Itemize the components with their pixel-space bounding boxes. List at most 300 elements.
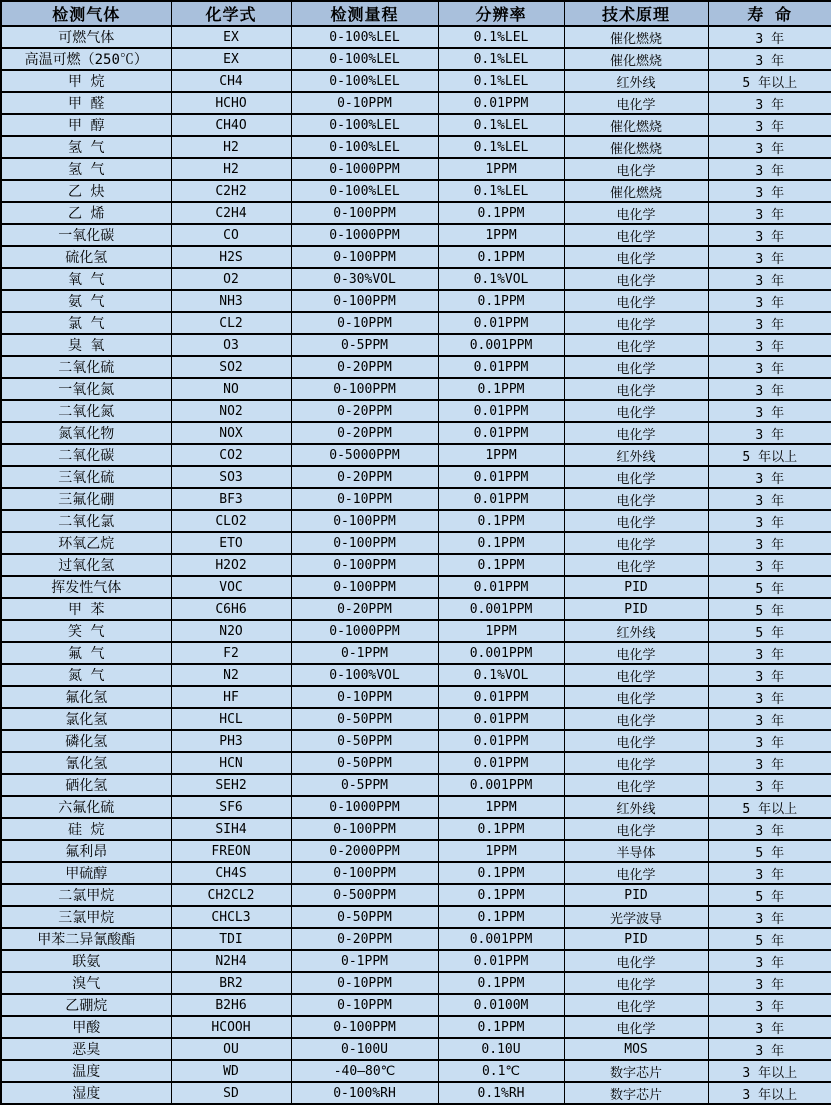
cell-chemical-formula: WD (171, 1060, 291, 1082)
cell-chemical-formula: H2 (171, 158, 291, 180)
cell-technology: PID (564, 576, 708, 598)
table-row (1, 818, 831, 840)
cell-resolution: 0.1%VOL (438, 664, 564, 686)
cell-chemical-formula: TDI (171, 928, 291, 950)
cell-chemical-formula: SIH4 (171, 818, 291, 840)
column-header-lifespan: 寿 命 (708, 1, 831, 26)
table-row (1, 488, 831, 510)
cell-resolution: 1PPM (438, 158, 564, 180)
cell-gas-name: 氢 气 (1, 136, 171, 158)
cell-lifespan: 3 年 (708, 224, 831, 246)
table-row (1, 26, 831, 48)
cell-lifespan: 3 年 (708, 642, 831, 664)
table-row (1, 224, 831, 246)
table-row (1, 620, 831, 642)
cell-detection-range: 0-1000PPM (291, 158, 438, 180)
cell-detection-range: 0-1000PPM (291, 796, 438, 818)
cell-resolution: 0.01PPM (438, 730, 564, 752)
cell-gas-name: 臭 氧 (1, 334, 171, 356)
cell-gas-name: 氯 气 (1, 312, 171, 334)
cell-resolution: 0.01PPM (438, 576, 564, 598)
cell-chemical-formula: O3 (171, 334, 291, 356)
table-row (1, 664, 831, 686)
cell-detection-range: 0-20PPM (291, 422, 438, 444)
cell-detection-range: 0-100PPM (291, 1016, 438, 1038)
cell-gas-name: 乙硼烷 (1, 994, 171, 1016)
table-row (1, 532, 831, 554)
cell-gas-name: 氟化氢 (1, 686, 171, 708)
cell-resolution: 0.01PPM (438, 92, 564, 114)
cell-technology: PID (564, 928, 708, 950)
cell-lifespan: 3 年 (708, 906, 831, 928)
column-header-gas-name: 检测气体 (1, 1, 171, 26)
cell-lifespan: 3 年 (708, 356, 831, 378)
cell-resolution: 0.1PPM (438, 554, 564, 576)
table-row (1, 312, 831, 334)
cell-detection-range: 0-10PPM (291, 972, 438, 994)
cell-lifespan: 3 年 (708, 994, 831, 1016)
cell-resolution: 0.1%LEL (438, 70, 564, 92)
cell-gas-name: 硒化氢 (1, 774, 171, 796)
cell-resolution: 0.1%VOL (438, 268, 564, 290)
cell-detection-range: 0-20PPM (291, 400, 438, 422)
cell-detection-range: 0-100%VOL (291, 664, 438, 686)
cell-detection-range: 0-100PPM (291, 862, 438, 884)
cell-detection-range: 0-100%LEL (291, 26, 438, 48)
cell-gas-name: 乙 炔 (1, 180, 171, 202)
table-row (1, 554, 831, 576)
cell-resolution: 1PPM (438, 444, 564, 466)
cell-technology: 电化学 (564, 92, 708, 114)
cell-gas-name: 笑 气 (1, 620, 171, 642)
table-row (1, 884, 831, 906)
cell-gas-name: 过氧化氢 (1, 554, 171, 576)
cell-lifespan: 3 年 (708, 422, 831, 444)
cell-lifespan: 3 年 (708, 400, 831, 422)
cell-chemical-formula: HCN (171, 752, 291, 774)
cell-chemical-formula: NOX (171, 422, 291, 444)
cell-chemical-formula: CLO2 (171, 510, 291, 532)
cell-gas-name: 一氧化碳 (1, 224, 171, 246)
cell-chemical-formula: PH3 (171, 730, 291, 752)
cell-technology: 电化学 (564, 554, 708, 576)
cell-technology: 电化学 (564, 378, 708, 400)
cell-lifespan: 3 年以上 (708, 1060, 831, 1082)
table-row (1, 972, 831, 994)
cell-chemical-formula: SD (171, 1082, 291, 1104)
header-row (1, 1, 831, 26)
cell-technology: 电化学 (564, 994, 708, 1016)
cell-lifespan: 5 年 (708, 884, 831, 906)
table-row (1, 1060, 831, 1082)
cell-gas-name: 高温可燃（250℃） (1, 48, 171, 70)
cell-technology: 电化学 (564, 818, 708, 840)
cell-resolution: 1PPM (438, 620, 564, 642)
cell-resolution: 0.001PPM (438, 642, 564, 664)
table-row (1, 686, 831, 708)
table-row (1, 840, 831, 862)
cell-lifespan: 3 年 (708, 730, 831, 752)
cell-technology: 红外线 (564, 444, 708, 466)
cell-gas-name: 六氟化硫 (1, 796, 171, 818)
table-row (1, 774, 831, 796)
cell-detection-range: 0-100%LEL (291, 70, 438, 92)
cell-lifespan: 3 年 (708, 708, 831, 730)
cell-gas-name: 三氯甲烷 (1, 906, 171, 928)
cell-chemical-formula: SO2 (171, 356, 291, 378)
column-header-technology: 技术原理 (564, 1, 708, 26)
table-row (1, 730, 831, 752)
cell-technology: 电化学 (564, 752, 708, 774)
cell-detection-range: 0-100%LEL (291, 114, 438, 136)
cell-technology: 电化学 (564, 774, 708, 796)
cell-technology: 电化学 (564, 708, 708, 730)
cell-technology: 催化燃烧 (564, 26, 708, 48)
cell-chemical-formula: SO3 (171, 466, 291, 488)
cell-lifespan: 5 年 (708, 576, 831, 598)
cell-gas-name: 恶臭 (1, 1038, 171, 1060)
cell-technology: PID (564, 598, 708, 620)
cell-lifespan: 5 年以上 (708, 70, 831, 92)
cell-detection-range: 0-1000PPM (291, 224, 438, 246)
cell-chemical-formula: CH4S (171, 862, 291, 884)
cell-lifespan: 3 年 (708, 26, 831, 48)
cell-chemical-formula: N2H4 (171, 950, 291, 972)
cell-chemical-formula: EX (171, 48, 291, 70)
cell-lifespan: 3 年 (708, 246, 831, 268)
table-row (1, 576, 831, 598)
cell-gas-name: 氮 气 (1, 664, 171, 686)
table-row (1, 1016, 831, 1038)
cell-lifespan: 5 年 (708, 598, 831, 620)
cell-gas-name: 氨 气 (1, 290, 171, 312)
cell-technology: 电化学 (564, 510, 708, 532)
cell-detection-range: 0-100PPM (291, 818, 438, 840)
cell-gas-name: 一氧化氮 (1, 378, 171, 400)
cell-detection-range: 0-5000PPM (291, 444, 438, 466)
cell-technology: 半导体 (564, 840, 708, 862)
cell-resolution: 0.1PPM (438, 906, 564, 928)
cell-resolution: 0.1PPM (438, 202, 564, 224)
cell-detection-range: 0-50PPM (291, 906, 438, 928)
cell-lifespan: 3 年 (708, 818, 831, 840)
table-row (1, 334, 831, 356)
cell-detection-range: 0-1PPM (291, 950, 438, 972)
cell-resolution: 0.001PPM (438, 774, 564, 796)
cell-chemical-formula: N2 (171, 664, 291, 686)
cell-chemical-formula: F2 (171, 642, 291, 664)
cell-resolution: 0.001PPM (438, 928, 564, 950)
cell-lifespan: 3 年 (708, 774, 831, 796)
cell-gas-name: 氢 气 (1, 158, 171, 180)
cell-gas-name: 溴气 (1, 972, 171, 994)
cell-gas-name: 甲 醛 (1, 92, 171, 114)
cell-gas-name: 联氨 (1, 950, 171, 972)
cell-lifespan: 5 年 (708, 620, 831, 642)
table-row (1, 158, 831, 180)
cell-technology: 数字芯片 (564, 1082, 708, 1104)
cell-gas-name: 二氯甲烷 (1, 884, 171, 906)
cell-gas-name: 硫化氢 (1, 246, 171, 268)
table-row (1, 290, 831, 312)
cell-technology: 电化学 (564, 224, 708, 246)
cell-technology: 电化学 (564, 246, 708, 268)
cell-resolution: 0.1PPM (438, 246, 564, 268)
cell-detection-range: 0-500PPM (291, 884, 438, 906)
cell-gas-name: 氧 气 (1, 268, 171, 290)
cell-chemical-formula: ETO (171, 532, 291, 554)
cell-technology: 催化燃烧 (564, 136, 708, 158)
cell-technology: 电化学 (564, 972, 708, 994)
cell-resolution: 0.1%LEL (438, 136, 564, 158)
cell-resolution: 0.1%LEL (438, 48, 564, 70)
cell-gas-name: 氮氧化物 (1, 422, 171, 444)
table-row (1, 1038, 831, 1060)
cell-detection-range: 0-20PPM (291, 466, 438, 488)
cell-detection-range: 0-10PPM (291, 686, 438, 708)
cell-resolution: 0.1%LEL (438, 180, 564, 202)
cell-detection-range: 0-10PPM (291, 488, 438, 510)
cell-gas-name: 乙 烯 (1, 202, 171, 224)
cell-chemical-formula: BR2 (171, 972, 291, 994)
cell-detection-range: 0-100%LEL (291, 180, 438, 202)
cell-lifespan: 5 年 (708, 928, 831, 950)
cell-lifespan: 3 年 (708, 268, 831, 290)
cell-resolution: 1PPM (438, 796, 564, 818)
cell-resolution: 1PPM (438, 224, 564, 246)
cell-detection-range: 0-100PPM (291, 510, 438, 532)
cell-lifespan: 3 年 (708, 378, 831, 400)
cell-technology: 电化学 (564, 532, 708, 554)
cell-technology: 电化学 (564, 862, 708, 884)
cell-technology: 电化学 (564, 422, 708, 444)
cell-detection-range: 0-100PPM (291, 246, 438, 268)
cell-chemical-formula: C2H2 (171, 180, 291, 202)
table-row (1, 268, 831, 290)
cell-resolution: 0.1PPM (438, 532, 564, 554)
cell-resolution: 0.1PPM (438, 862, 564, 884)
cell-lifespan: 3 年 (708, 686, 831, 708)
cell-technology: 电化学 (564, 356, 708, 378)
cell-chemical-formula: CHCL3 (171, 906, 291, 928)
cell-resolution: 0.01PPM (438, 950, 564, 972)
cell-resolution: 0.1PPM (438, 1016, 564, 1038)
cell-chemical-formula: OU (171, 1038, 291, 1060)
table-row (1, 1082, 831, 1104)
cell-resolution: 0.001PPM (438, 334, 564, 356)
cell-chemical-formula: CL2 (171, 312, 291, 334)
cell-resolution: 0.1PPM (438, 290, 564, 312)
cell-lifespan: 3 年以上 (708, 1082, 831, 1104)
cell-resolution: 0.001PPM (438, 598, 564, 620)
cell-resolution: 0.01PPM (438, 466, 564, 488)
cell-technology: 电化学 (564, 730, 708, 752)
cell-gas-name: 氰化氢 (1, 752, 171, 774)
cell-detection-range: 0-20PPM (291, 356, 438, 378)
cell-lifespan: 3 年 (708, 1016, 831, 1038)
cell-gas-name: 二氧化硫 (1, 356, 171, 378)
cell-resolution: 0.01PPM (438, 686, 564, 708)
cell-technology: 数字芯片 (564, 1060, 708, 1082)
table-row (1, 950, 831, 972)
cell-resolution: 0.1PPM (438, 972, 564, 994)
cell-detection-range: 0-100PPM (291, 532, 438, 554)
cell-resolution: 0.01PPM (438, 312, 564, 334)
cell-resolution: 0.1%LEL (438, 114, 564, 136)
cell-chemical-formula: CO2 (171, 444, 291, 466)
cell-detection-range: 0-100%RH (291, 1082, 438, 1104)
cell-resolution: 0.01PPM (438, 356, 564, 378)
cell-technology: 电化学 (564, 664, 708, 686)
cell-gas-name: 硅 烷 (1, 818, 171, 840)
table-row (1, 510, 831, 532)
cell-resolution: 0.01PPM (438, 708, 564, 730)
cell-chemical-formula: SEH2 (171, 774, 291, 796)
cell-chemical-formula: CH2CL2 (171, 884, 291, 906)
cell-detection-range: 0-100PPM (291, 378, 438, 400)
cell-technology: 电化学 (564, 950, 708, 972)
cell-lifespan: 3 年 (708, 48, 831, 70)
cell-detection-range: 0-10PPM (291, 994, 438, 1016)
cell-technology: 电化学 (564, 642, 708, 664)
cell-detection-range: 0-5PPM (291, 774, 438, 796)
table-row (1, 994, 831, 1016)
cell-gas-name: 氟 气 (1, 642, 171, 664)
cell-chemical-formula: VOC (171, 576, 291, 598)
cell-chemical-formula: H2S (171, 246, 291, 268)
table-row (1, 136, 831, 158)
cell-resolution: 0.01PPM (438, 422, 564, 444)
cell-technology: 光学波导 (564, 906, 708, 928)
cell-detection-range: 0-100U (291, 1038, 438, 1060)
cell-chemical-formula: FREON (171, 840, 291, 862)
cell-chemical-formula: H2 (171, 136, 291, 158)
table-row (1, 246, 831, 268)
cell-resolution: 0.1PPM (438, 510, 564, 532)
table-row (1, 114, 831, 136)
cell-lifespan: 3 年 (708, 158, 831, 180)
cell-resolution: 0.1℃ (438, 1060, 564, 1082)
cell-chemical-formula: NH3 (171, 290, 291, 312)
cell-chemical-formula: CO (171, 224, 291, 246)
cell-technology: 电化学 (564, 158, 708, 180)
cell-detection-range: 0-100PPM (291, 202, 438, 224)
cell-technology: 红外线 (564, 796, 708, 818)
cell-chemical-formula: C6H6 (171, 598, 291, 620)
cell-chemical-formula: H2O2 (171, 554, 291, 576)
table-row (1, 928, 831, 950)
cell-lifespan: 3 年 (708, 488, 831, 510)
cell-technology: 电化学 (564, 488, 708, 510)
cell-detection-range: 0-50PPM (291, 708, 438, 730)
cell-lifespan: 3 年 (708, 972, 831, 994)
cell-technology: PID (564, 884, 708, 906)
cell-detection-range: 0-10PPM (291, 312, 438, 334)
cell-detection-range: 0-5PPM (291, 334, 438, 356)
cell-resolution: 0.01PPM (438, 488, 564, 510)
cell-chemical-formula: HCHO (171, 92, 291, 114)
cell-lifespan: 3 年 (708, 334, 831, 356)
table-row (1, 48, 831, 70)
cell-gas-name: 磷化氢 (1, 730, 171, 752)
table-row (1, 598, 831, 620)
cell-gas-name: 氯化氢 (1, 708, 171, 730)
cell-technology: 红外线 (564, 620, 708, 642)
cell-technology: 催化燃烧 (564, 48, 708, 70)
table-row (1, 180, 831, 202)
cell-chemical-formula: N2O (171, 620, 291, 642)
cell-technology: 催化燃烧 (564, 114, 708, 136)
cell-detection-range: 0-100%LEL (291, 136, 438, 158)
cell-chemical-formula: NO (171, 378, 291, 400)
cell-detection-range: 0-20PPM (291, 928, 438, 950)
table-row (1, 400, 831, 422)
cell-lifespan: 5 年以上 (708, 796, 831, 818)
cell-gas-name: 挥发性气体 (1, 576, 171, 598)
cell-resolution: 0.01PPM (438, 752, 564, 774)
cell-resolution: 1PPM (438, 840, 564, 862)
cell-gas-name: 湿度 (1, 1082, 171, 1104)
cell-gas-name: 可燃气体 (1, 26, 171, 48)
cell-technology: 电化学 (564, 202, 708, 224)
cell-lifespan: 5 年 (708, 840, 831, 862)
cell-chemical-formula: O2 (171, 268, 291, 290)
cell-chemical-formula: BF3 (171, 488, 291, 510)
cell-gas-name: 三氟化硼 (1, 488, 171, 510)
cell-chemical-formula: CH4O (171, 114, 291, 136)
table-row (1, 92, 831, 114)
column-header-chemical-formula: 化学式 (171, 1, 291, 26)
cell-resolution: 0.1PPM (438, 818, 564, 840)
cell-technology: 电化学 (564, 268, 708, 290)
cell-detection-range: 0-1000PPM (291, 620, 438, 642)
cell-lifespan: 3 年 (708, 510, 831, 532)
cell-detection-range: 0-50PPM (291, 752, 438, 774)
cell-chemical-formula: HF (171, 686, 291, 708)
cell-lifespan: 3 年 (708, 466, 831, 488)
cell-technology: 电化学 (564, 686, 708, 708)
cell-gas-name: 甲 烷 (1, 70, 171, 92)
cell-resolution: 0.0100M (438, 994, 564, 1016)
cell-detection-range: 0-20PPM (291, 598, 438, 620)
cell-detection-range: 0-50PPM (291, 730, 438, 752)
cell-resolution: 0.1PPM (438, 884, 564, 906)
cell-resolution: 0.10U (438, 1038, 564, 1060)
table-row (1, 356, 831, 378)
cell-detection-range: 0-100PPM (291, 554, 438, 576)
cell-detection-range: 0-100%LEL (291, 48, 438, 70)
cell-gas-name: 二氧化碳 (1, 444, 171, 466)
cell-chemical-formula: CH4 (171, 70, 291, 92)
cell-gas-name: 三氧化硫 (1, 466, 171, 488)
cell-lifespan: 5 年以上 (708, 444, 831, 466)
cell-lifespan: 3 年 (708, 664, 831, 686)
cell-chemical-formula: HCL (171, 708, 291, 730)
cell-lifespan: 3 年 (708, 862, 831, 884)
cell-detection-range: 0-2000PPM (291, 840, 438, 862)
cell-lifespan: 3 年 (708, 180, 831, 202)
cell-lifespan: 3 年 (708, 752, 831, 774)
cell-gas-name: 环氧乙烷 (1, 532, 171, 554)
cell-lifespan: 3 年 (708, 554, 831, 576)
cell-gas-name: 氟利昂 (1, 840, 171, 862)
cell-technology: 电化学 (564, 290, 708, 312)
cell-resolution: 0.01PPM (438, 400, 564, 422)
cell-technology: 红外线 (564, 70, 708, 92)
table-row (1, 862, 831, 884)
column-header-detection-range: 检测量程 (291, 1, 438, 26)
cell-chemical-formula: C2H4 (171, 202, 291, 224)
